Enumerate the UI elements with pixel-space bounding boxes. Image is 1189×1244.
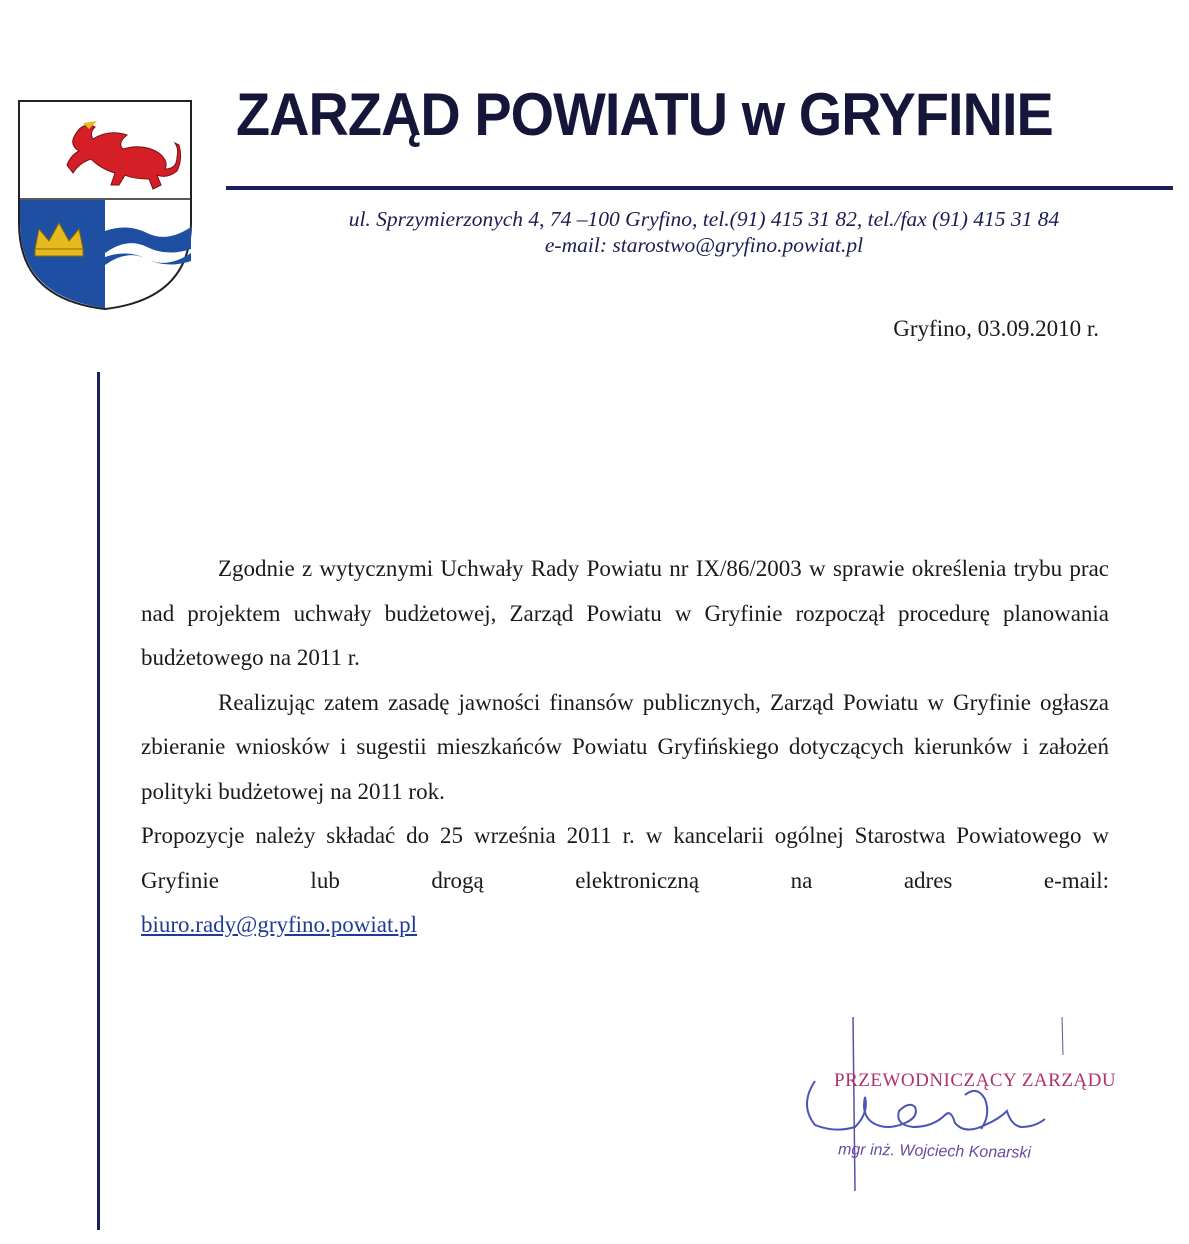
address-line: ul. Sprzymierzonych 4, 74 –100 Gryfino, tel.(91) 415 31 82, tel./fax (91) 415 31 84 — [348, 207, 1060, 231]
paragraph-3: Propozycje należy składać do 25 września 2011 r. w kancelarii ogólnej Starostwa Powiatowego w Gryfinie lub drogą elektroniczną na adres e-mail: — [141, 823, 1109, 893]
letter-date: Gryfino, 03.09.2010 r. — [893, 316, 1099, 341]
paragraph-2: Realizując zatem zasadę jawności finansów publicznych, Zarząd Powiatu w Gryfinie ogłasza zbieranie wniosków i sugestii mieszkańców Powiatu Gryfińskiego dotyczących kierunków i założeń polityki budżetowej na 2011 rok. — [141, 689, 1109, 804]
header-divider — [226, 186, 1173, 190]
paragraph-1: Zgodnie z wytycznymi Uchwały Rady Powiatu nr IX/86/2003 w sprawie określenia trybu prac nad projektem uchwały budżetowej, Zarząd Powiatu w Gryfinie rozpoczął procedurę planowania budżetowego na 2011 r. — [141, 556, 1109, 670]
signature — [795, 1015, 1085, 1195]
stamp-title: PRZEWODNICZĄCY ZARZĄDU — [834, 1070, 1117, 1091]
header-email: e-mail: starostwo@gryfino.powiat.pl — [544, 233, 864, 257]
margin-line — [97, 372, 100, 1230]
email-link[interactable]: biuro.rady@gryfino.powiat.pl — [141, 912, 418, 937]
letter-body — [141, 547, 1109, 948]
coat-of-arms — [17, 99, 193, 311]
page-title: ZARZĄD POWIATU w GRYFINIE — [236, 81, 1053, 148]
stamp-name: mgr inż. Wojciech Konarski — [837, 1141, 1032, 1162]
address-block — [226, 206, 1182, 258]
